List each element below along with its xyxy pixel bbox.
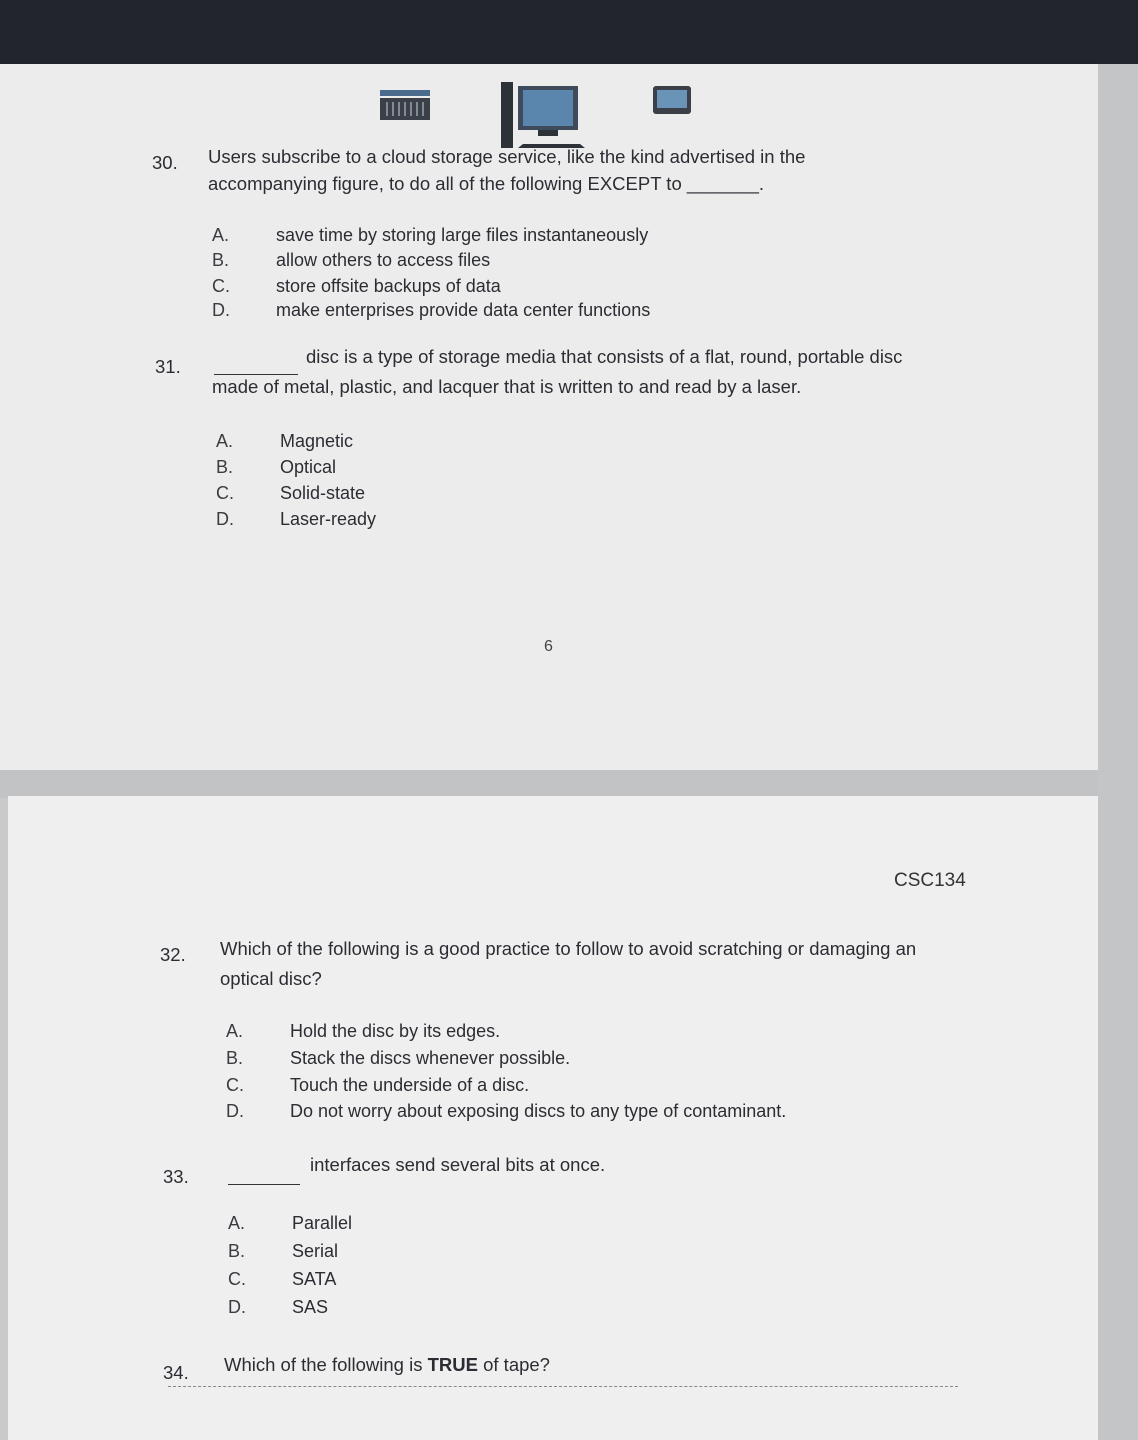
option-text: Hold the disc by its edges. — [290, 1021, 501, 1041]
desktop-computer-icon — [501, 82, 585, 148]
course-code: CSC134 — [894, 870, 966, 891]
option-text: Stack the discs whenever possible. — [290, 1048, 571, 1068]
server-icon — [380, 90, 430, 120]
document-page-1 — [0, 64, 1098, 776]
option-letter: D. — [212, 300, 230, 320]
page-gap — [0, 770, 1138, 798]
answer-blank — [214, 352, 298, 375]
dark-top-border — [0, 0, 1138, 72]
option-letter: B. — [228, 1241, 246, 1261]
option-text: Parallel — [292, 1213, 353, 1233]
question-number: 30. — [152, 152, 178, 173]
option-text: SAS — [292, 1297, 329, 1317]
option-c[interactable] — [226, 1072, 876, 1098]
option-b[interactable] — [228, 1238, 528, 1264]
option-letter: B. — [212, 250, 230, 270]
option-letter: A. — [228, 1213, 246, 1233]
question-text-part: Which of the following is — [224, 1354, 428, 1375]
option-letter: D. — [228, 1297, 246, 1317]
option-letter: A. — [216, 431, 234, 451]
option-letter: C. — [226, 1075, 244, 1095]
option-a[interactable] — [226, 1018, 876, 1044]
option-text: SATA — [292, 1269, 337, 1289]
option-a[interactable] — [228, 1210, 528, 1236]
option-text: save time by storing large files instantaneously — [276, 225, 649, 245]
desk-background — [1098, 64, 1138, 1440]
question-number: 31. — [155, 356, 181, 377]
option-a[interactable] — [212, 222, 772, 248]
option-c[interactable] — [212, 273, 772, 299]
option-text: Do not worry about exposing discs to any type of contaminant. — [290, 1101, 787, 1121]
question-text: disc is a type of storage media that consists of a flat, round, portable disc — [306, 346, 903, 367]
option-text: Solid-state — [280, 483, 366, 503]
option-text: make enterprises provide data center functions — [276, 300, 651, 320]
question-text: accompanying figure, to do all of the following EXCEPT to _______. — [208, 173, 765, 194]
answer-blank — [228, 1162, 300, 1185]
option-text: Optical — [280, 457, 337, 477]
option-letter: C. — [212, 276, 230, 296]
option-c[interactable] — [228, 1266, 528, 1292]
page-number: 6 — [544, 638, 553, 655]
option-text: Serial — [292, 1241, 339, 1261]
question-number: 32. — [160, 944, 186, 965]
question-text: made of metal, plastic, and lacquer that is written to and read by a laser. — [212, 376, 802, 397]
option-c[interactable] — [216, 480, 516, 506]
question-text-part: of tape? — [477, 1354, 550, 1375]
option-text: Magnetic — [280, 431, 354, 451]
option-a[interactable] — [216, 428, 516, 454]
option-letter: A. — [212, 225, 230, 245]
question-number: 34. — [163, 1362, 189, 1383]
question-text-bold: TRUE — [427, 1354, 478, 1375]
option-text: allow others to access files — [276, 250, 491, 270]
question-text — [224, 1352, 550, 1378]
laptop-icon — [653, 86, 691, 114]
option-letter: C. — [216, 483, 234, 503]
option-letter: B. — [216, 457, 234, 477]
question-text: interfaces send several bits at once. — [310, 1154, 606, 1175]
option-text: Touch the underside of a disc. — [290, 1075, 530, 1095]
option-d[interactable] — [226, 1098, 876, 1124]
question-number: 33. — [163, 1166, 189, 1187]
option-b[interactable] — [212, 247, 772, 273]
option-b[interactable] — [216, 454, 516, 480]
option-letter: D. — [226, 1101, 244, 1121]
option-letter: B. — [226, 1048, 244, 1068]
option-d[interactable] — [212, 297, 772, 323]
option-letter: D. — [216, 509, 234, 529]
option-text: store offsite backups of data — [276, 276, 501, 296]
option-letter: A. — [226, 1021, 244, 1041]
document-page-2 — [8, 796, 1098, 1440]
question-text: Which of the following is a good practice to follow to avoid scratching or damaging an — [220, 938, 917, 959]
option-b[interactable] — [226, 1045, 876, 1071]
option-letter: C. — [228, 1269, 246, 1289]
page-edge-line — [168, 1386, 958, 1389]
option-d[interactable] — [216, 506, 516, 532]
option-text: Laser-ready — [280, 509, 377, 529]
question-text: Users subscribe to a cloud storage service, like the kind advertised in the — [208, 146, 806, 167]
question-text: optical disc? — [220, 968, 322, 989]
option-d[interactable] — [228, 1294, 528, 1320]
